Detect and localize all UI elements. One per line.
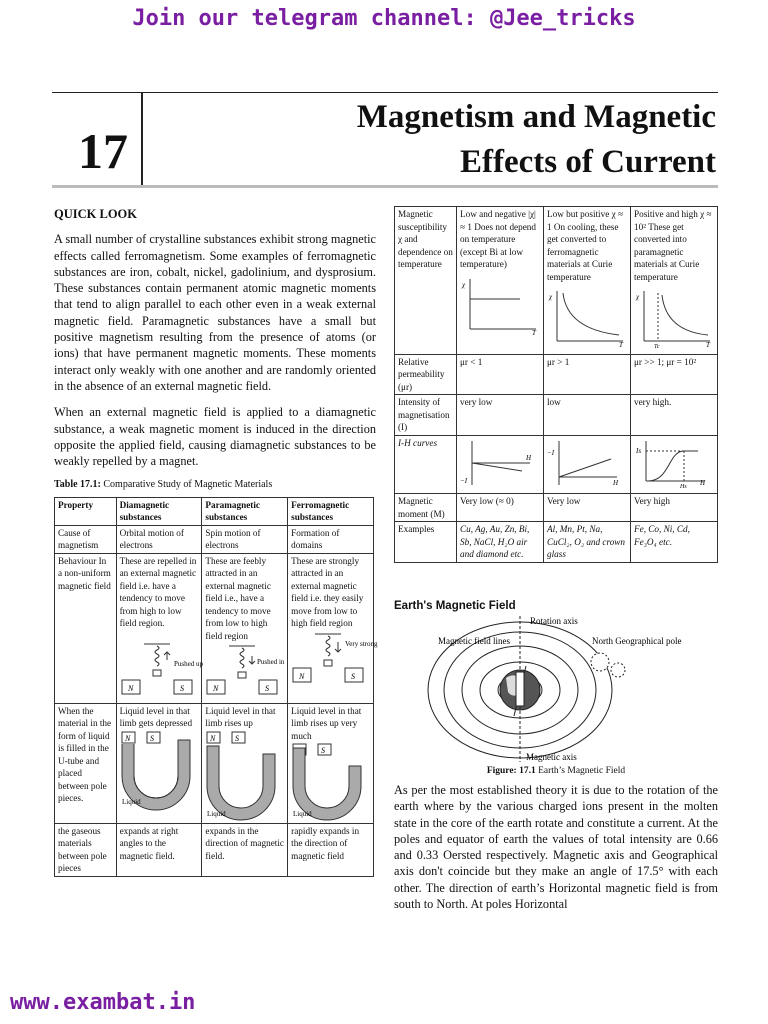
ih-h-label: H	[526, 453, 532, 462]
table-cell: μr < 1	[457, 354, 544, 395]
table-cell	[288, 553, 378, 703]
table-cell	[202, 703, 288, 823]
pole-n-label: N	[299, 671, 305, 681]
table-cell	[544, 435, 631, 494]
pole-n-label: N	[213, 684, 219, 694]
table-cell	[116, 553, 202, 703]
table-cell: the gaseous materials between pole pieces	[55, 823, 117, 876]
table-cell: Very high	[631, 494, 718, 522]
table-row	[55, 553, 374, 703]
liquid-label: Liquid	[121, 797, 141, 806]
table-cell: Orbital motion of electrons	[116, 525, 202, 553]
chi-t-graph-paramagnetic	[547, 283, 627, 349]
table-cell: rapidly expands in the direction of magnetic field	[288, 823, 374, 876]
very-strong-figure	[291, 630, 378, 686]
earth-magnetic-field-figure	[420, 612, 718, 764]
pole-n-label: N	[210, 733, 216, 743]
pole-s-label: S	[235, 733, 240, 743]
fig-label-pushed-up: Pushed up	[173, 659, 203, 668]
ih-h-label: H	[613, 478, 619, 487]
table-cell: When the material in the form of liquid is filled in the U-tube and placed between pole pieces.	[55, 703, 117, 823]
table-cell: Relative permeability (μr)	[395, 354, 457, 395]
table-cell	[457, 207, 544, 355]
table-header-row	[55, 497, 374, 525]
table-row	[395, 494, 718, 522]
table-cell	[631, 435, 718, 494]
label-field-lines: Magnetic field lines	[438, 636, 510, 646]
ih-negi-label: −I	[460, 476, 468, 485]
table-header: Diamagnetic substances	[116, 497, 202, 525]
table-row	[55, 703, 374, 823]
ih-h-label: H	[700, 478, 706, 487]
table-row	[395, 435, 718, 494]
quick-look-heading: QUICK LOOK	[54, 207, 137, 221]
ih-curve-paramagnetic	[547, 437, 627, 489]
graph-x-label: T	[706, 341, 710, 349]
ih-i-label: −I	[547, 448, 555, 457]
table-cell: expands at right angles to the magnetic field.	[116, 823, 202, 876]
table-row	[55, 525, 374, 553]
quick-look-para1: A small number of crystalline substances exhibit strong magnetic effects called ferromagnetism. Some examples of ferromagnetic substances are iron, cobalt, nickel, gadolinium, and dysprosium. These substances contain permanent atomic magnetic moments that tend to align parallel to each other even in a weak external magnetic field. Paramagnetic substances have a small but positive magnetism resulting from the presence of atoms (or ions) that have permanent magnetic moments. These moments interact only weakly with one another and are randomly oriented in the absence of an external magnetic field.	[54, 232, 376, 393]
pole-s-label: S	[149, 733, 154, 743]
table-cell: Al, Mn, Pt, Na, CuCl₂, O₂ and crown glass	[544, 522, 631, 563]
graph-y-label: χ	[549, 293, 553, 301]
table-cell	[116, 703, 202, 823]
ih-curve-ferromagnetic	[634, 437, 714, 489]
chi-t-graph-diamagnetic	[460, 271, 540, 337]
table-cell: Cause of magnetism	[55, 525, 117, 553]
quick-look-para2: When an external magnetic field is applied to a diamagnetic substance, a weak magnetic moment is induced in the direction opposite the applied field, causing diamagnetic substances to be weakly repelled by a magnet.	[54, 405, 376, 469]
graph-x-label: T	[532, 328, 536, 337]
table-cell	[202, 553, 288, 703]
table-cell: Fe, Co, Ni, Cd, Fe₃O₄ etc.	[631, 522, 718, 563]
figure-caption	[394, 766, 718, 776]
table-cell: Behaviour In a non-uniform magnetic field	[55, 553, 117, 703]
table-cell: Magnetic moment (M)	[395, 494, 457, 522]
table-header: Ferromagnetic substances	[288, 497, 374, 525]
table-cell: Intensity of magnetisation (I)	[395, 395, 457, 436]
table-row	[55, 823, 374, 876]
earth-field-heading: Earth's Magnetic Field	[394, 600, 516, 612]
footer-link[interactable]: www.exambat.in	[10, 990, 196, 1015]
table-cell: Cu, Ag, Au, Zn, Bi, Sb, NaCl, H₂O air and diamond etc.	[457, 522, 544, 563]
pole-s-label: S	[321, 746, 326, 756]
table-header: Paramagnetic substances	[202, 497, 288, 525]
chapter-number: 17	[78, 123, 128, 179]
liquid-label: Liquid	[207, 809, 227, 818]
table-caption-label: Table 17.1:	[54, 479, 101, 491]
table-cell-text: Low and negative |χ| ≈ 1 Does not depend on temperature (except Bi at low temperature)	[460, 209, 536, 269]
table-cell: Examples	[395, 522, 457, 563]
chi-t-graph-ferromagnetic	[634, 283, 714, 349]
table-cell	[631, 207, 718, 355]
fig-label-very-strong: Very strong	[345, 639, 378, 648]
table-cell: very high.	[631, 395, 718, 436]
chapter-divider	[141, 92, 143, 186]
table-cell: Spin motion of electrons	[202, 525, 288, 553]
table-caption-text: Comparative Study of Magnetic Materials	[100, 479, 273, 491]
table-cell: I-H curves	[395, 435, 457, 494]
table-cell: Very low (≈ 0)	[457, 494, 544, 522]
table-cell: expands in the direction of magnetic field.	[202, 823, 288, 876]
graph-y-label: χ	[636, 293, 640, 301]
ih-hs-label: Hs	[680, 483, 687, 490]
table-row	[395, 395, 718, 436]
pole-s-label: S	[179, 683, 184, 693]
u-tube-rises-figure	[205, 730, 283, 818]
table-cell-text: Liquid level in that limb gets depressed	[119, 705, 193, 729]
table-cell	[288, 703, 374, 823]
graph-y-label: χ	[462, 280, 466, 289]
ih-is-label: Is	[636, 446, 642, 455]
table-cell: very low	[457, 395, 544, 436]
graph-tc-label: Tc	[654, 344, 660, 350]
table-cell-text: These are feebly attracted in an external magnetic field i.e., have a tendency to move from low to high field region	[205, 555, 271, 641]
pushed-up-figure	[120, 630, 203, 698]
chapter-bottom-rule	[52, 185, 718, 188]
table-cell: Formation of domains	[288, 525, 374, 553]
pushed-in-figure	[205, 642, 283, 698]
graph-x-label: T	[619, 341, 623, 349]
table-cell: low	[544, 395, 631, 436]
pole-n-label: N	[124, 733, 130, 743]
chapter-title-line1: Magnetism and Magnetic	[356, 99, 716, 135]
table-cell	[544, 207, 631, 355]
label-north-pole: North Geographical pole	[592, 636, 682, 646]
table-row	[395, 354, 718, 395]
u-tube-depressed-figure	[120, 730, 198, 806]
u-tube-rises-much-figure	[291, 742, 369, 818]
table-cell	[457, 435, 544, 494]
table-cell: Very low	[544, 494, 631, 522]
telegram-banner: Join our telegram channel: @Jee_tricks	[132, 6, 636, 31]
chapter-top-rule	[52, 92, 718, 93]
table-row	[395, 207, 718, 355]
label-rotation-axis: Rotation axis	[530, 616, 578, 626]
table-cell-text: Liquid level in that limb rises up very much	[291, 705, 362, 741]
figure-caption-text: Earth’s Magnetic Field	[535, 766, 626, 776]
table-cell: μr >> 1; μr = 10²	[631, 354, 718, 395]
comparison-table	[54, 497, 378, 877]
table-cell: Magnetic susceptibility χ and dependence on temperature	[395, 207, 457, 355]
label-magnetic-axis: Magnetic axis	[526, 752, 577, 762]
table-cell-text: These are repelled in an external magnetic field i.e. have a tendency to move from high to low field region.	[119, 555, 197, 629]
table-cell-text: Liquid level in that limb rises up	[205, 705, 276, 729]
table-cell-text: These are strongly attracted in an external magnetic field i.e. they easily move from low to high field region	[291, 555, 364, 629]
earth-field-body: As per the most established theory it is due to the rotation of the earth where by the various charged ions present in the molten state in the core of the earth rotate and constitute a current. At the poles and equator of earth the values of total intensity are 0.66 and 0.33 Oersted respectively. Magnetic axis and Geographical axis don't coincide but they make an angle of 17.5° with each other. The direction of earth’s Horizontal magnetic field is from south to North. At poles Horizontal	[394, 783, 718, 912]
table-cell-text: Low but positive χ ≈ 1 On cooling, these get converted to ferromagnetic materials at Curie temperature	[547, 209, 623, 282]
pole-s-label: S	[351, 671, 356, 681]
table-caption	[54, 477, 376, 493]
chapter-title	[357, 95, 716, 185]
ih-curve-diamagnetic	[460, 437, 540, 489]
liquid-label: Liquid	[293, 810, 312, 819]
pole-n-label: N	[127, 683, 133, 693]
table-cell-text: Positive and high χ ≈ 10² These get converted into paramagnetic materials at Curie temperature	[634, 209, 712, 282]
table-cell: μr > 1	[544, 354, 631, 395]
left-column	[54, 206, 376, 877]
table-header: Property	[55, 497, 117, 525]
table-row	[395, 522, 718, 563]
figure-caption-label: Figure: 17.1	[486, 766, 536, 776]
pole-s-label: S	[265, 684, 270, 694]
fig-label-pushed-in: Pushed in	[257, 658, 285, 667]
chapter-title-line2: Effects of Current	[460, 144, 716, 180]
properties-table	[394, 206, 718, 563]
